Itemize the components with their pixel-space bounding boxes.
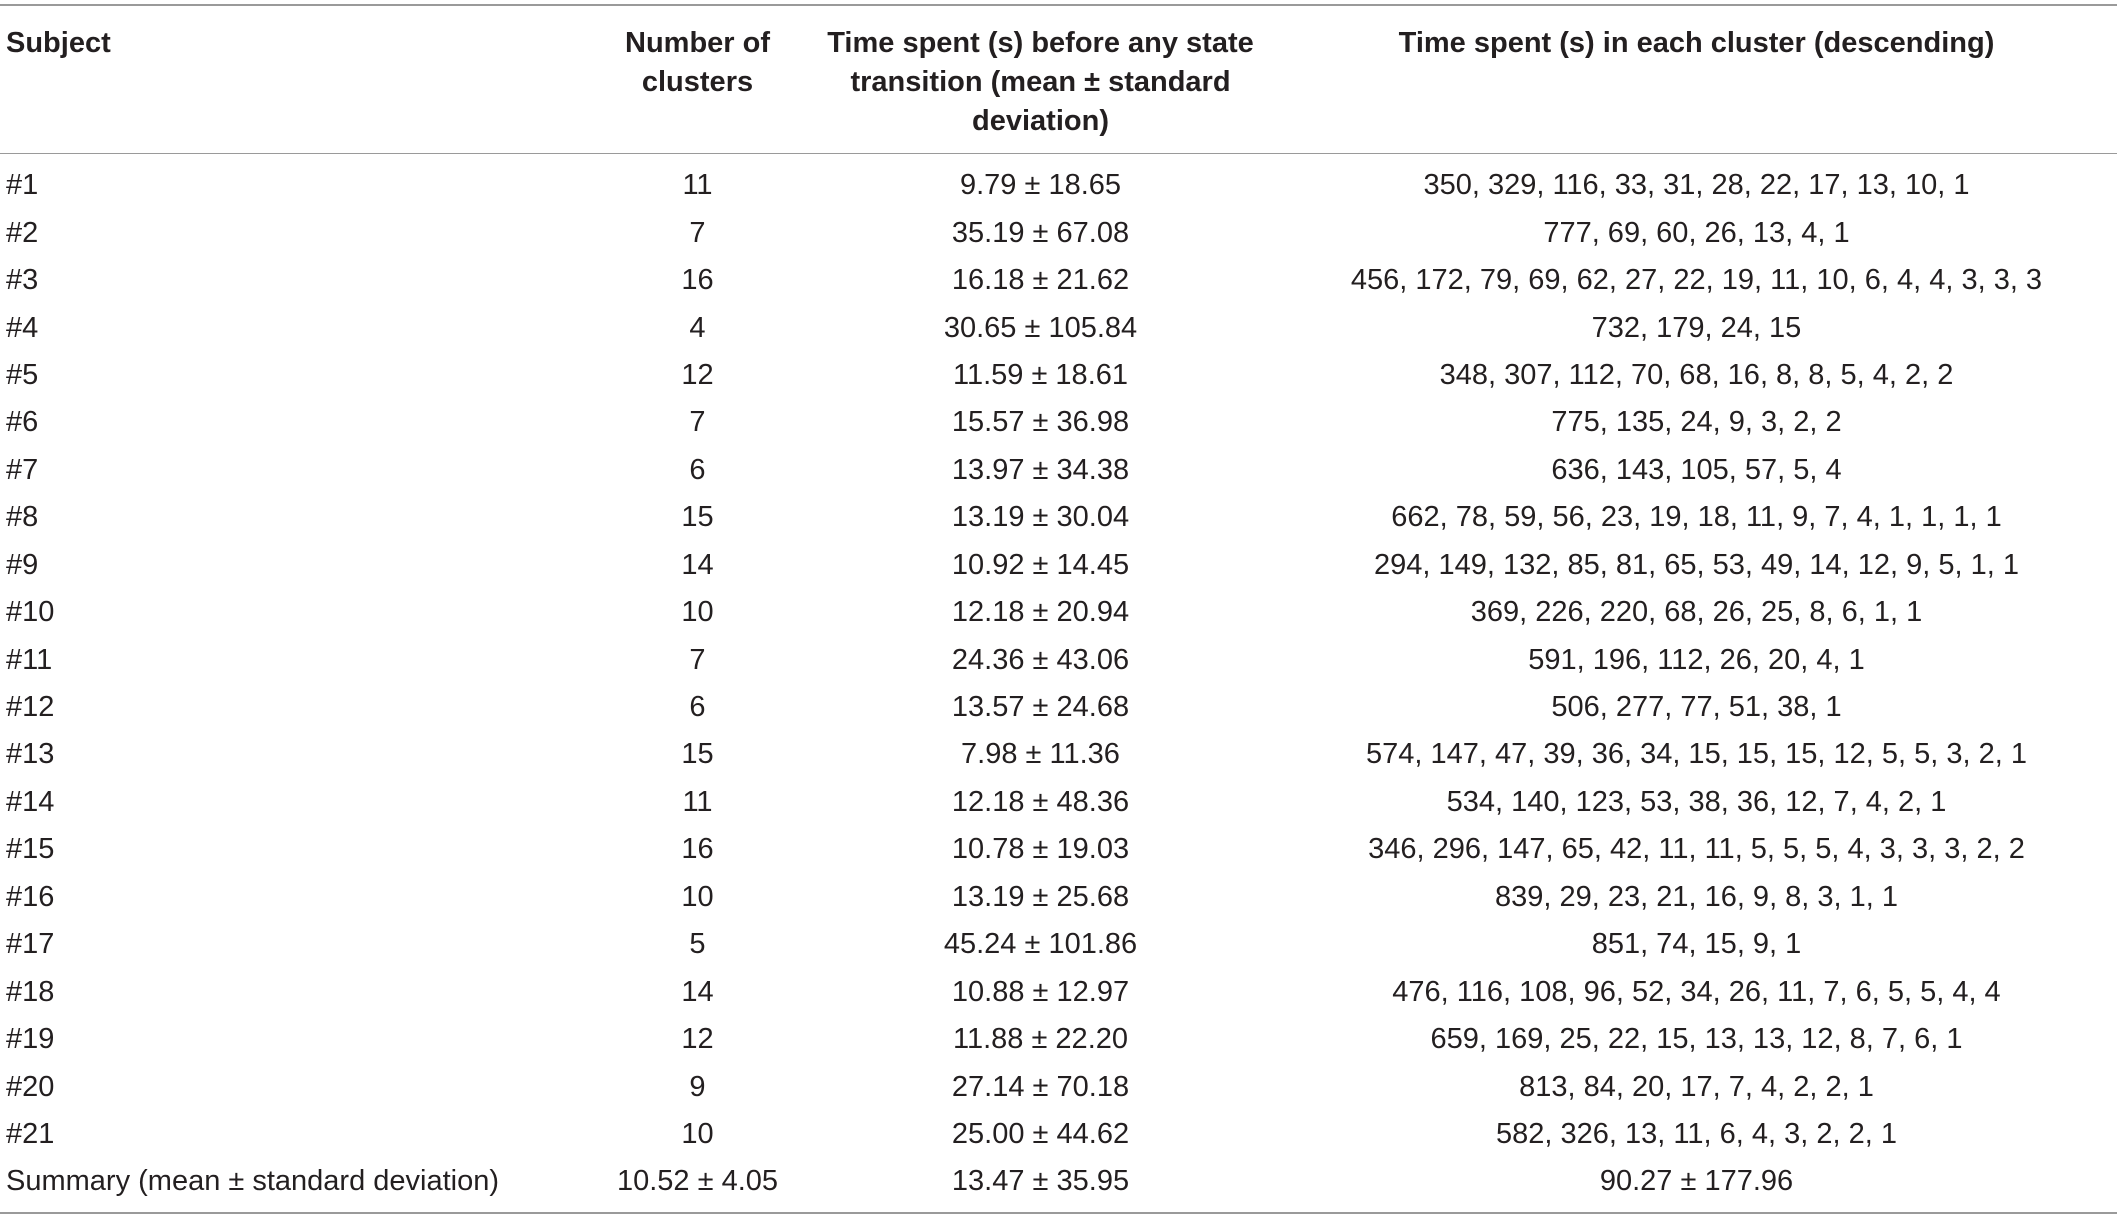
cell-subject: #6 [6,406,39,439]
cell-subject: #4 [6,311,39,344]
cell-time-before-transition: 13.57 ± 24.68 [951,691,1130,724]
table-row [0,494,2117,541]
cell-subject: #16 [6,880,55,913]
cell-time-each-cluster: 534, 140, 123, 53, 38, 36, 12, 7, 4, 2, 1 [1446,785,1947,818]
cell-number-of-clusters: 7 [689,216,706,249]
cell-subject: #2 [6,216,39,249]
cell-subject: #21 [6,1117,55,1150]
cell-number-of-clusters: 9 [689,1070,706,1103]
cell-time-each-cluster: 574, 147, 47, 39, 36, 34, 15, 15, 15, 12, 5, 5, 3, 2, 1 [1365,738,2028,771]
cell-time-each-cluster: 839, 29, 23, 21, 16, 9, 8, 3, 1, 1 [1494,880,1899,913]
cell-time-before-transition: 15.57 ± 36.98 [951,406,1130,439]
cell-time-before-transition: 45.24 ± 101.86 [943,928,1138,961]
table-body [0,154,2117,1213]
cell-time-before-transition: 10.88 ± 12.97 [951,975,1130,1008]
cell-subject: #7 [6,453,39,486]
results-table [0,4,2117,1214]
table-row [0,352,2117,399]
cell-number-of-clusters: 15 [681,738,714,771]
table-row [0,874,2117,921]
cell-number-of-clusters: 12 [681,358,714,391]
cell-time-each-cluster: 348, 307, 112, 70, 68, 16, 8, 8, 5, 4, 2, 2 [1439,358,1954,391]
cell-time-each-cluster: 777, 69, 60, 26, 13, 4, 1 [1543,216,1850,249]
cell-time-before-transition: 35.19 ± 67.08 [951,216,1130,249]
cell-subject: #14 [6,785,55,818]
cell-time-before-transition: 13.47 ± 35.95 [951,1165,1130,1198]
cell-number-of-clusters: 7 [689,643,706,676]
table-row [0,731,2117,778]
table-row [0,304,2117,351]
header-time-before-transition: Time spent (s) before any state transition (mean ± standard deviation) [805,5,1276,154]
summary-row [0,1158,2117,1212]
cell-number-of-clusters: 10 [681,880,714,913]
header-row [0,5,2117,154]
cell-subject: #11 [6,643,53,676]
cell-time-each-cluster: 506, 277, 77, 51, 38, 1 [1551,691,1842,724]
cell-number-of-clusters: 4 [689,311,706,344]
cell-subject: #17 [6,928,55,961]
cell-subject: #8 [6,501,39,534]
cell-time-each-cluster: 369, 226, 220, 68, 26, 25, 8, 6, 1, 1 [1470,596,1923,629]
cell-time-before-transition: 10.92 ± 14.45 [951,548,1130,581]
cell-time-before-transition: 13.19 ± 25.68 [951,880,1130,913]
table-row [0,257,2117,304]
table-row [0,968,2117,1015]
cell-time-each-cluster: 591, 196, 112, 26, 20, 4, 1 [1528,643,1865,676]
cell-number-of-clusters: 10.52 ± 4.05 [616,1165,779,1198]
cell-time-before-transition: 24.36 ± 43.06 [951,643,1130,676]
cell-number-of-clusters: 14 [681,975,714,1008]
cell-time-each-cluster: 346, 296, 147, 65, 42, 11, 11, 5, 5, 5, 4, 3, 3, 3, 2, 2 [1368,833,2025,866]
cell-time-before-transition: 25.00 ± 44.62 [951,1117,1130,1150]
cell-time-each-cluster: 636, 143, 105, 57, 5, 4 [1551,453,1842,486]
cell-number-of-clusters: 16 [681,833,714,866]
cell-time-each-cluster: 662, 78, 59, 56, 23, 19, 18, 11, 9, 7, 4, 1, 1, 1, 1 [1391,501,2002,534]
cell-time-each-cluster: 851, 74, 15, 9, 1 [1591,928,1802,961]
cell-time-before-transition: 7.98 ± 11.36 [961,738,1120,771]
cell-number-of-clusters: 7 [689,406,706,439]
table-row [0,1016,2117,1063]
cell-time-each-cluster: 582, 326, 13, 11, 6, 4, 3, 2, 2, 1 [1496,1117,1897,1150]
cell-subject: Summary (mean ± standard deviation) [6,1165,500,1198]
cell-time-before-transition: 11.88 ± 22.20 [952,1023,1129,1056]
header-time-each-cluster: Time spent (s) in each cluster (descending) [1276,5,2117,154]
cell-time-before-transition: 16.18 ± 21.62 [951,264,1130,297]
cell-number-of-clusters: 6 [689,691,706,724]
table-row [0,154,2117,210]
table-row [0,542,2117,589]
cell-time-before-transition: 27.14 ± 70.18 [951,1070,1130,1103]
table-row [0,636,2117,683]
cell-number-of-clusters: 16 [681,264,714,297]
cell-subject: #12 [6,691,55,724]
cell-number-of-clusters: 15 [681,501,714,534]
cell-number-of-clusters: 12 [681,1023,714,1056]
cell-time-each-cluster: 659, 169, 25, 22, 15, 13, 13, 12, 8, 7, 6, 1 [1430,1023,1963,1056]
table-row [0,779,2117,826]
cell-time-each-cluster: 476, 116, 108, 96, 52, 34, 26, 11, 7, 6, 5, 5, 4, 4 [1392,975,2001,1008]
table-row [0,921,2117,968]
cell-number-of-clusters: 10 [681,1117,714,1150]
cell-subject: #10 [6,596,55,629]
cell-number-of-clusters: 11 [682,169,713,202]
table-row [0,399,2117,446]
table-row [0,1063,2117,1110]
cell-subject: #9 [6,548,39,581]
table-row [0,209,2117,256]
cell-time-each-cluster: 90.27 ± 177.96 [1599,1165,1794,1198]
cell-time-before-transition: 13.97 ± 34.38 [951,453,1130,486]
cell-number-of-clusters: 6 [689,453,706,486]
cell-time-before-transition: 30.65 ± 105.84 [943,311,1138,344]
cell-subject: #1 [6,169,39,202]
cell-time-each-cluster: 732, 179, 24, 15 [1591,311,1802,344]
cell-subject: #19 [6,1023,55,1056]
cell-time-each-cluster: 350, 329, 116, 33, 31, 28, 22, 17, 13, 10, 1 [1423,169,1970,202]
table-row [0,589,2117,636]
cell-subject: #13 [6,738,55,771]
cell-time-each-cluster: 294, 149, 132, 85, 81, 65, 53, 49, 14, 12, 9, 5, 1, 1 [1374,548,2019,581]
cell-subject: #15 [6,833,55,866]
cell-time-each-cluster: 813, 84, 20, 17, 7, 4, 2, 2, 1 [1519,1070,1874,1103]
cell-time-before-transition: 13.19 ± 30.04 [951,501,1130,534]
cell-time-each-cluster: 456, 172, 79, 69, 62, 27, 22, 19, 11, 10, 6, 4, 4, 3, 3, 3 [1350,264,2043,297]
cell-time-before-transition: 11.59 ± 18.61 [952,358,1129,391]
table-row [0,447,2117,494]
cell-number-of-clusters: 10 [681,596,714,629]
cell-number-of-clusters: 11 [682,785,713,818]
cell-subject: #5 [6,358,39,391]
cell-number-of-clusters: 14 [681,548,714,581]
cell-subject: #3 [6,264,39,297]
cell-time-before-transition: 10.78 ± 19.03 [951,833,1130,866]
table-row [0,684,2117,731]
table-row [0,826,2117,873]
cell-time-before-transition: 12.18 ± 20.94 [951,596,1130,629]
table-header [0,5,2117,154]
cell-subject: #20 [6,1070,55,1103]
cell-time-before-transition: 12.18 ± 48.36 [951,785,1130,818]
table-row [0,1111,2117,1158]
header-number-of-clusters: Number of clusters [590,5,805,154]
cell-number-of-clusters: 5 [689,928,706,961]
cell-time-before-transition: 9.79 ± 18.65 [959,169,1122,202]
cell-time-each-cluster: 775, 135, 24, 9, 3, 2, 2 [1551,406,1842,439]
header-subject: Subject [0,5,590,154]
cell-subject: #18 [6,975,55,1008]
